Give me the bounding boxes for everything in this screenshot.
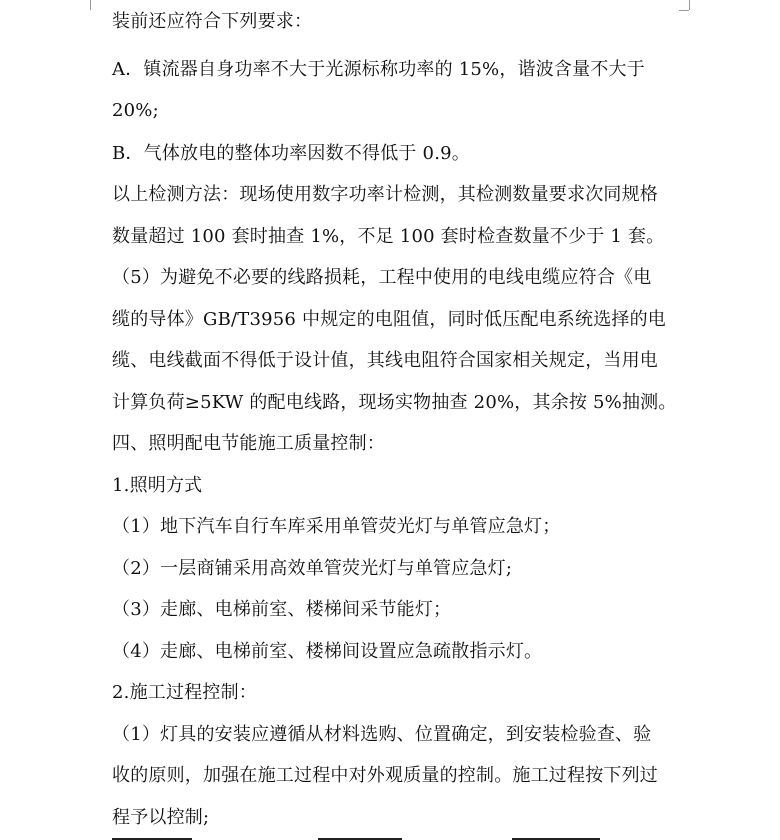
crop-mark-top-right xyxy=(689,0,690,10)
text-line: 缆的导体》GB/T3956 中规定的电阻值，同时低压配电系统选择的电 xyxy=(112,309,667,330)
list-item: （1）地下汽车自行车库采用单管荧光灯与单管应急灯； xyxy=(112,516,561,537)
text-line: 计算负荷≥5KW 的配电线路，现场实物抽查 20%，其余按 5%抽测。 xyxy=(112,392,677,413)
text-line: （5）为避免不必要的线路损耗，工程中使用的电线电缆应符合《电 xyxy=(112,267,652,288)
subsection-heading: 1.照明方式 xyxy=(112,475,203,496)
section-heading: 四、照明配电节能施工质量控制： xyxy=(112,433,385,454)
text-line: 装前还应符合下列要求： xyxy=(112,11,313,32)
text-line: 收的原则，加强在施工过程中对外观质量的控制。施工过程按下列过 xyxy=(112,765,658,786)
subsection-heading: 2.施工过程控制： xyxy=(112,682,257,703)
text-line: 20%; xyxy=(112,100,159,121)
crop-mark-top-right-horizontal xyxy=(679,10,689,11)
text-line: A．镇流器自身功率不大于光源标称功率的 15%，谐波含量不大于 xyxy=(112,59,645,80)
text-line: 以上检测方法：现场使用数字功率计检测，其检测数量要求次同规格 xyxy=(112,184,658,205)
text-line: B．气体放电的整体功率因数不得低于 0.9。 xyxy=(112,143,470,164)
text-line: 数量超过 100 套时抽查 1%，不足 100 套时检查数量不少于 1 套。 xyxy=(112,226,665,247)
list-item: （2）一层商铺采用高效单管荧光灯与单管应急灯; xyxy=(112,558,513,579)
text-line: 缆、电线截面不得低于设计值，其线电阻符合国家相关规定，当用电 xyxy=(112,350,658,371)
text-line: 程予以控制; xyxy=(112,807,210,828)
text-line: （1）灯具的安装应遵循从材料选购、位置确定，到安装检验查、验 xyxy=(112,724,652,745)
list-item: （3）走廊、电梯前室、楼梯间采节能灯； xyxy=(112,599,452,620)
crop-mark-top-left xyxy=(90,0,91,10)
list-item: （4）走廊、电梯前室、楼梯间设置应急疏散指示灯。 xyxy=(112,641,543,662)
